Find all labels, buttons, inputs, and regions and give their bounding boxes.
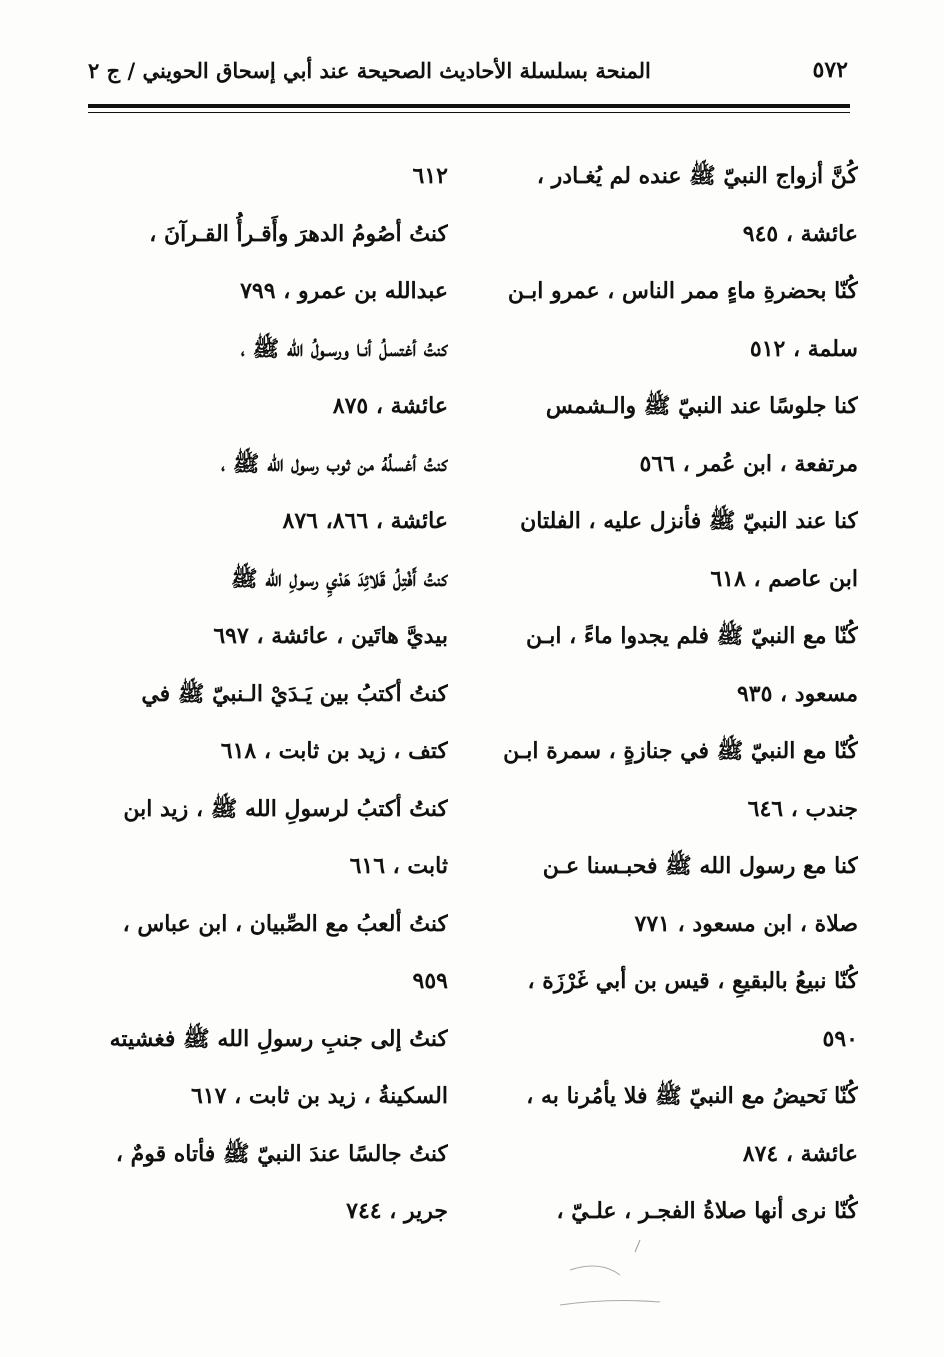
index-line: ثابت ، ٦١٦ [349,853,448,879]
index-line: بيديَّ هاتَين ، عائشة ، ٦٩٧ [213,623,448,649]
index-line: ٥٩٠ [822,1025,858,1052]
index-line: جندب ، ٦٤٦ [747,795,858,822]
index-line: عائشة ، ٨٦٦، ٨٧٦ [282,508,448,534]
running-header [88,48,848,92]
index-line: ابن عاصم ، ٦١٨ [710,565,858,592]
index-line: ٦١٢ [412,163,448,189]
index-line: عائشة ، ٨٧٤ [742,1140,858,1167]
index-line: كنتُ أصُومُ الدهرَ وأَقـرأُ القـرآنَ ، [149,220,448,247]
index-line: كتف ، زيد بن ثابت ، ٦١٨ [220,738,448,764]
index-line: كُنّا بحضرةِ ماءٍ ممر الناس ، عمرو ابـن [507,278,858,304]
index-line: مرتفعة ، ابن عُمر ، ٥٦٦ [639,450,858,477]
pencil-scribble [540,1230,700,1320]
index-line: عائشة ، ٨٧٥ [332,393,448,419]
index-line: كنتُ أكتبُ بين يَـدَيْ الـنبيّ ﷺ في [141,680,448,707]
index-line: كُنَّ أزواج النبيّ ﷺ عنده لم يُغـادر ، [536,163,858,189]
index-line: كنا مع رسول الله ﷺ فحبـسنا عـن [542,853,858,879]
index-line: عائشة ، ٩٤٥ [742,220,858,247]
header-rule-thin [88,112,850,113]
index-line: صلاة ، ابن مسعود ، ٧٧١ [634,910,858,937]
index-line: كُنّا مع النبيّ ﷺ فلم يجدوا ماءً ، ابـن [526,623,858,649]
right-column [498,148,858,1241]
header-rule-thick [88,104,850,108]
index-line: عبدالله بن عمرو ، ٧٩٩ [240,278,448,304]
index-line: كُنّا نَحيضُ مع النبيّ ﷺ فلا يأمُرنا به ، [526,1083,858,1109]
index-line: كنا عند النبيّ ﷺ فأنزل عليه ، الفلتان [520,508,858,534]
index-line: مسعود ، ٩٣٥ [736,680,858,707]
index-line: كُنّا نبيعُ بالبقيعِ ، قيس بن أبي غَرْزَة ، [527,968,858,994]
page-number: ٥٧٢ [812,57,848,83]
index-line: كُنّا نرى أنها صلاةُ الفجـر ، علـيّ ، [556,1198,858,1224]
index-line: كنتُ أَفْتِلُ قَلائِدَ هَدْيِ رسولِ الله ﷺ [231,565,448,592]
index-line: كنتُ إلى جنبِ رسولِ الله ﷺ فغشيته [109,1025,448,1052]
index-line: جرير ، ٧٤٤ [346,1198,448,1224]
index-line: كنتُ ألعبُ مع الصِّبيان ، ابن عباس ، [122,910,448,937]
index-line: كنتُ أغتسلُ أنـا ورسـولُ الله ﷺ ، [240,335,448,362]
index-line: كنتُ أغسلُهُ من ثوب رسول الله ﷺ ، [220,450,448,477]
index-line: ٩٥٩ [412,968,448,994]
left-column [92,148,448,1241]
index-line: كُنّا مع النبيّ ﷺ في جنازةٍ ، سمرة ابـن [503,738,858,764]
index-line: السكينةُ ، زيد بن ثابت ، ٦١٧ [191,1083,448,1109]
index-line: كنا جلوسًا عند النبيّ ﷺ والـشمس [545,393,858,419]
index-line: كنتُ جالسًا عندَ النبيّ ﷺ فأتاه قومٌ ، [115,1140,448,1167]
index-line: كنتُ أكتبُ لرسولِ الله ﷺ ، زيد ابن [123,795,448,822]
book-title: المنحة بسلسلة الأحاديث الصحيحة عند أبي إسحاق الحويني / ج ٢ [88,57,651,83]
index-line: سلمة ، ٥١٢ [749,335,858,362]
